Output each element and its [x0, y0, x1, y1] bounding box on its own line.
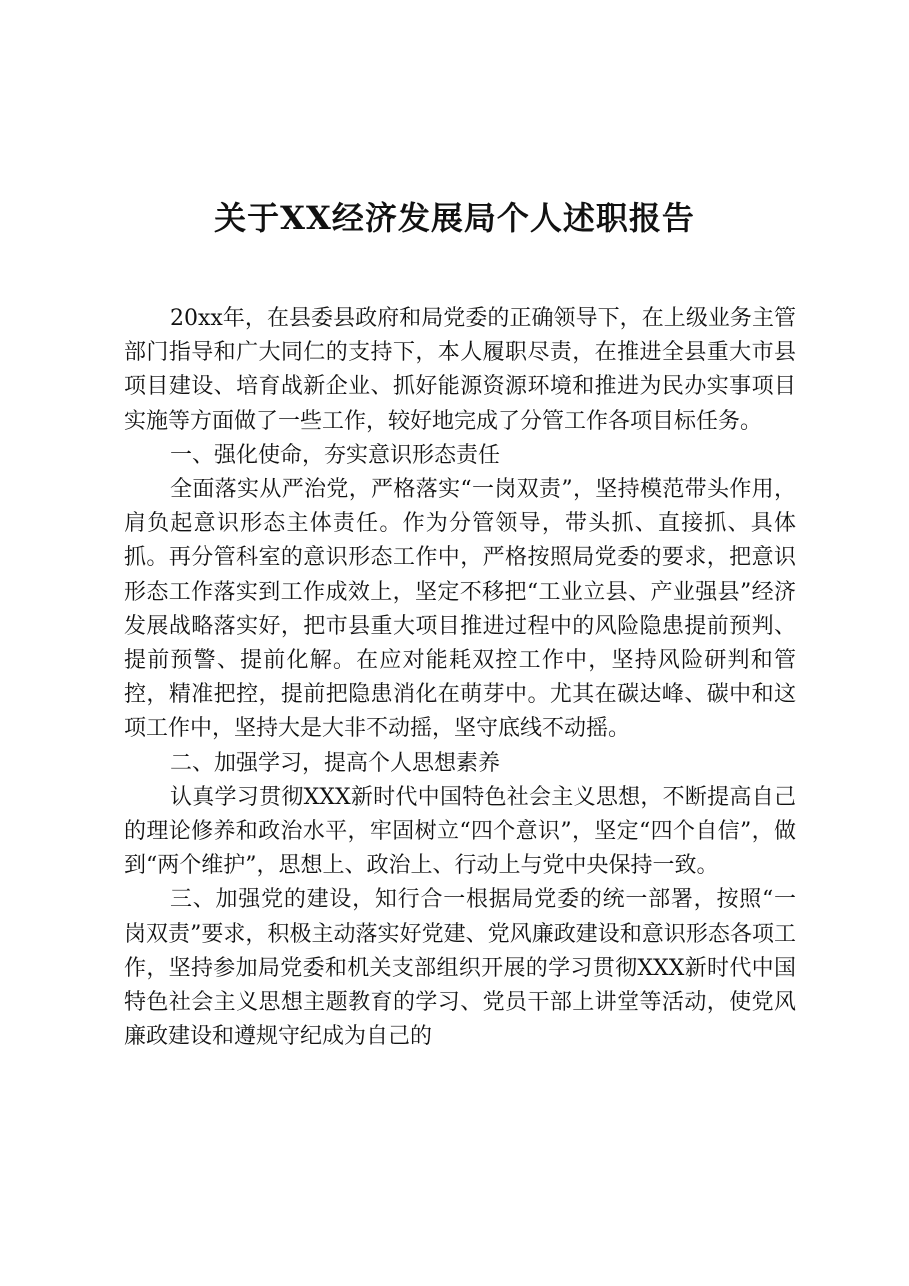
document-title: 关于XX经济发展局个人述职报告 [214, 199, 695, 237]
document-body [124, 302, 796, 1054]
section-3-paragraph: 三、加强党的建设，知行合一根据局党委的统一部署，按照“一岗双责”要求，积极主动落实好党建、党风廉政建设和意识形态各项工作，坚持参加局党委和机关支部组织开展的学习贯彻XXX新时代中国特色社会主义思想主题教育的学习、党员干部上讲堂等活动，使党风廉政建设和遵规守纪成为自己的 [124, 887, 796, 1050]
section-2-heading: 二、加强学习，提高个人思想素养 [170, 750, 501, 776]
intro-paragraph: 20xx年，在县委县政府和局党委的正确领导下，在上级业务主管部门指导和广大同仁的支持下，本人履职尽责，在推进全县重大市县项目建设、培育战新企业、抓好能源资源环境和推进为民办实事项目实施等方面做了一些工作，较好地完成了分管工作各项目标任务。 [124, 306, 796, 434]
section-1-paragraph: 全面落实从严治党，严格落实“一岗双责”，坚持模范带头作用，肩负起意识形态主体责任。作为分管领导，带头抓、直接抓、具体抓。再分管科室的意识形态工作中，严格按照局党委的要求，把意识形态工作落实到工作成效上，坚定不移把“工业立县、产业强县”经济发展战略落实好，把市县重大项目推进过程中的风险隐患提前预判、提前预警、提前化解。在应对能耗双控工作中，坚持风险研判和管控，精准把控，提前把隐患消化在萌芽中。尤其在碳达峰、碳中和这项工作中，坚持大是大非不动摇，坚守底线不动摇。 [124, 477, 796, 742]
section-1-heading: 一、强化使命，夯实意识形态责任 [170, 442, 501, 468]
section-2-paragraph: 认真学习贯彻XXX新时代中国特色社会主义思想，不断提高自己的理论修养和政治水平，牢固树立“四个意识”，坚定“四个自信”，做到“两个维护”，思想上、政治上、行动上与党中央保持一致。 [124, 784, 796, 879]
